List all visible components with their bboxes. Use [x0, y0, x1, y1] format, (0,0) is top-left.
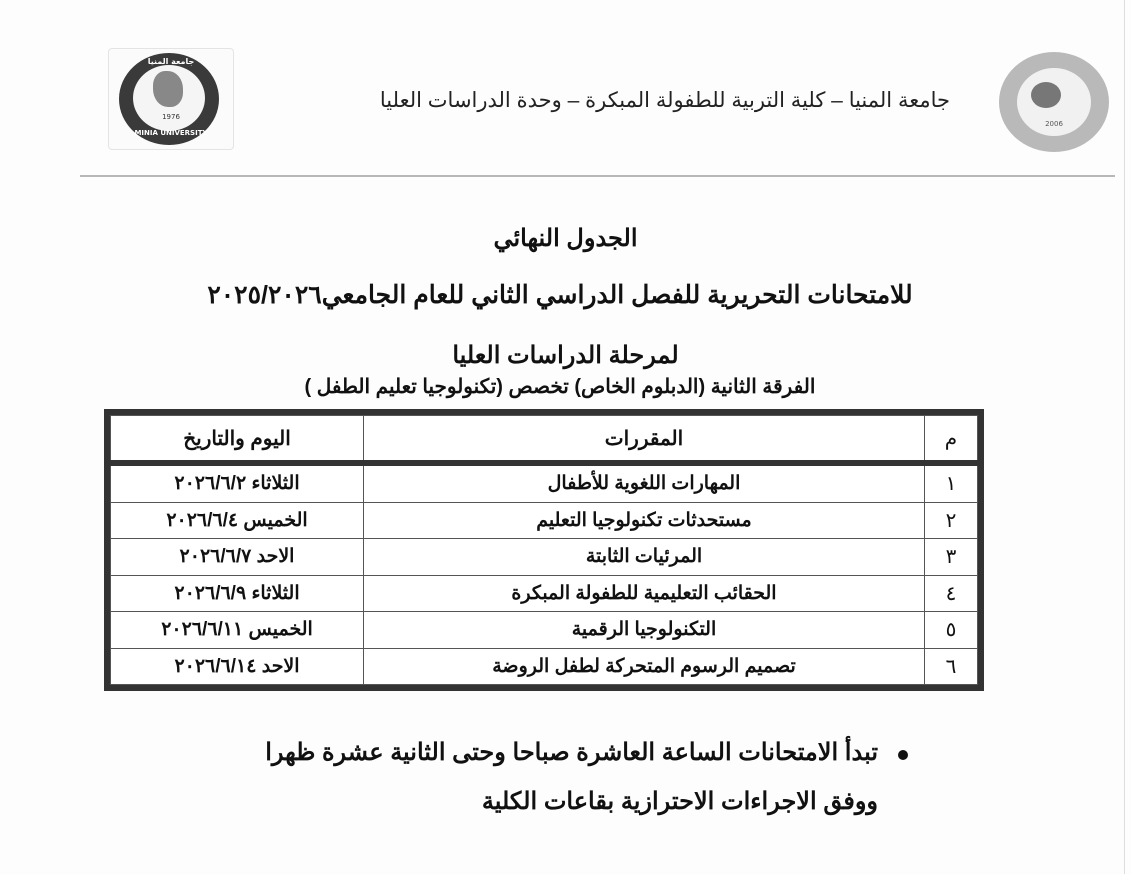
note-line-2: ووفق الاجراءات الاحترازية بقاعات الكلية [481, 788, 878, 815]
table-row [111, 463, 978, 502]
institution-header: جامعة المنيا – كلية التربية للطفولة المبكرة – وحدة الدراسات العليا [379, 89, 950, 112]
exam-schedule-table [104, 409, 984, 691]
row-course: التكنولوجيا الرقمية [364, 612, 925, 648]
scan-edge-line [1124, 0, 1125, 874]
row-num: ٣ [925, 539, 978, 575]
exam-subtitle: للامتحانات التحريرية للفصل الدراسي الثاني للعام الجامعي٢٠٢٥/٢٠٢٦ [207, 281, 913, 309]
table-row [111, 575, 978, 611]
row-date: الاحد ٢٠٢٦/٦/٧ [111, 539, 364, 575]
row-date: الثلاثاء ٢٠٢٦/٦/٢ [111, 463, 364, 502]
table-header-row [111, 416, 978, 464]
header-course: المقررات [364, 416, 925, 464]
row-num: ٤ [925, 575, 978, 611]
row-course: تصميم الرسوم المتحركة لطفل الروضة [364, 648, 925, 684]
header-divider [80, 175, 1115, 177]
exam-notes [150, 738, 910, 816]
note-line-1 [150, 738, 910, 767]
row-num: ٢ [925, 502, 978, 538]
row-course: مستحدثات تكنولوجيا التعليم [364, 502, 925, 538]
note-line-1-text: تبدأ الامتحانات الساعة العاشرة صباحا وحتى الثانية عشرة ظهرا [265, 739, 878, 766]
logo-bottom-text: MINIA UNIVERSITY [134, 129, 208, 137]
row-date: الخميس ٢٠٢٦/٦/٤ [111, 502, 364, 538]
stage-title: لمرحلة الدراسات العليا [452, 342, 679, 369]
division-title: الفرقة الثانية (الدبلوم الخاص) تخصص (تكنولوجيا تعليم الطفل ) [304, 376, 816, 398]
minia-university-logo [108, 48, 234, 150]
table-row [111, 539, 978, 575]
header-date: اليوم والتاريخ [111, 416, 364, 464]
logo-top-text: جامعة المنيا [147, 57, 195, 66]
table-row [111, 502, 978, 538]
row-date: الاحد ٢٠٢٦/٦/١٤ [111, 648, 364, 684]
row-course: المهارات اللغوية للأطفال [364, 463, 925, 502]
bullet-icon [898, 750, 908, 760]
page-title: الجدول النهائي [493, 225, 638, 252]
row-course: الحقائب التعليمية للطفولة المبكرة [364, 575, 925, 611]
faculty-logo-year: 2006 [1045, 120, 1063, 128]
table-row [111, 612, 978, 648]
logo-year: 1976 [162, 113, 180, 121]
faculty-logo [999, 52, 1109, 152]
row-course: المرئيات الثابتة [364, 539, 925, 575]
row-num: ٥ [925, 612, 978, 648]
row-num: ٦ [925, 648, 978, 684]
row-date: الثلاثاء ٢٠٢٦/٦/٩ [111, 575, 364, 611]
table-row [111, 648, 978, 684]
faculty-emblem-icon [1031, 82, 1061, 108]
row-date: الخميس ٢٠٢٦/٦/١١ [111, 612, 364, 648]
row-num: ١ [925, 463, 978, 502]
nefertiti-emblem-icon [153, 71, 183, 107]
header-num: م [925, 416, 978, 464]
